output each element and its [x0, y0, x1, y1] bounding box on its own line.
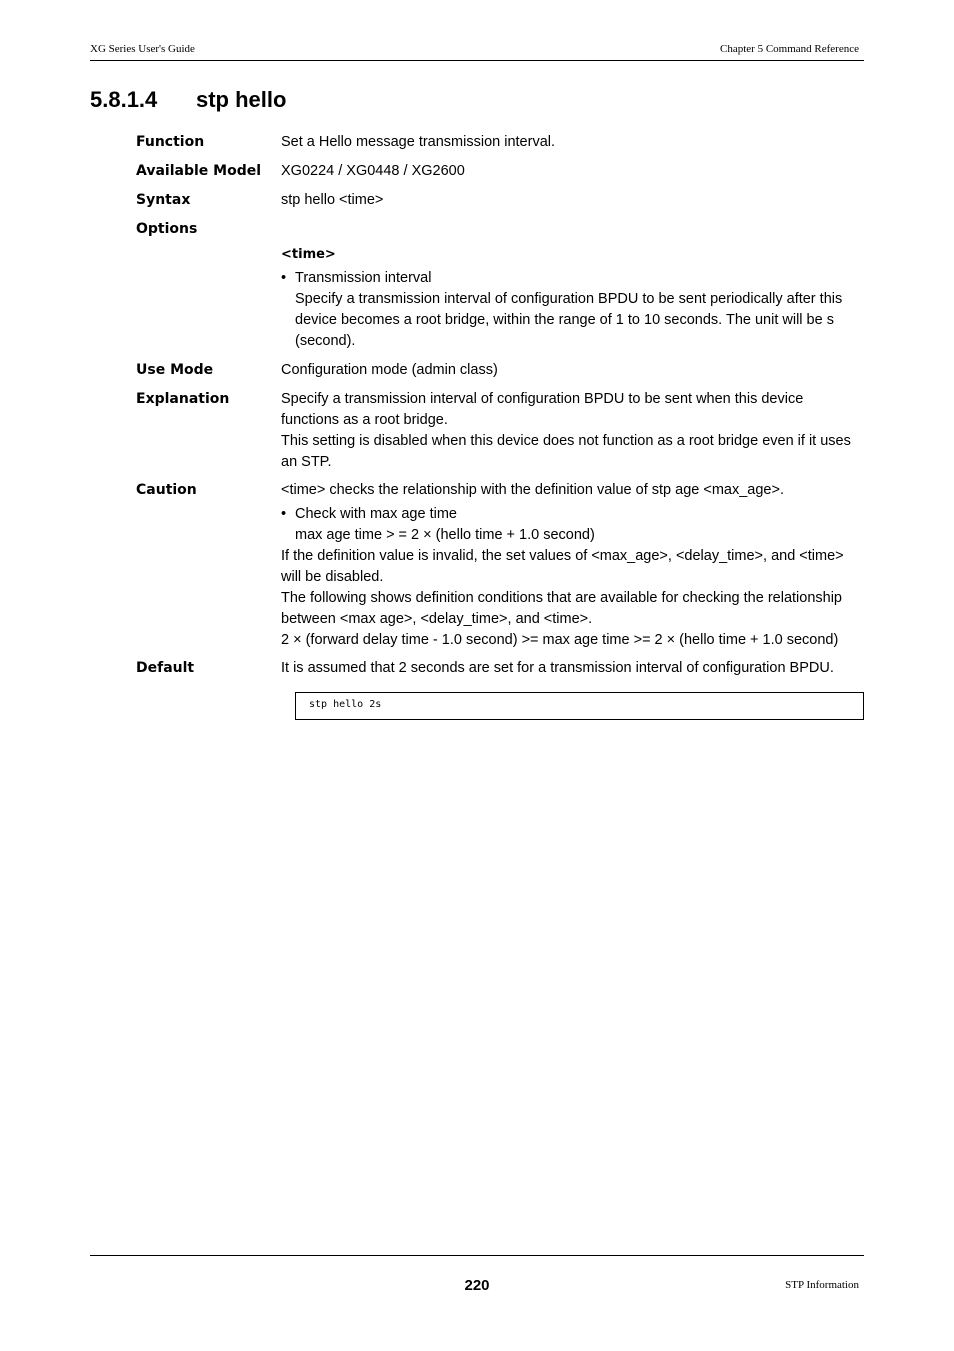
- caution-bullet-line: max age time > = 2 × (hello time + 1.0 second): [295, 527, 595, 543]
- options-label: Options: [136, 221, 198, 237]
- option-bullet-line: device becomes a root bridge, within the range of 1 to 10 seconds. The unit will be s: [295, 312, 834, 328]
- caution-bullet-title: Check with max age time: [295, 506, 457, 522]
- syntax-text: stp hello <time>: [281, 192, 384, 208]
- running-header-left: XG Series User's Guide: [90, 43, 195, 55]
- header-rule: [90, 60, 864, 61]
- option-bullet-line: Specify a transmission interval of configuration BPDU to be sent periodically after this: [295, 291, 843, 307]
- code-example-box: [295, 692, 864, 720]
- use-mode-text: Configuration mode (admin class): [281, 362, 498, 378]
- section-heading: [90, 86, 286, 114]
- caution-line: The following shows definition conditions that are available for checking the relationship: [281, 590, 842, 606]
- default-text: It is assumed that 2 seconds are set for a transmission interval of configuration BPDU.: [281, 660, 834, 676]
- bullet-dot: •: [281, 506, 287, 522]
- explanation-line: an STP.: [281, 454, 332, 470]
- function-text: Set a Hello message transmission interval.: [281, 134, 556, 150]
- function-label: Function: [136, 134, 205, 150]
- available-model-text: XG0224 / XG0448 / XG2600: [281, 163, 465, 179]
- caution-line: If the definition value is invalid, the set values of <max_age>, <delay_time>, and <time>: [281, 548, 844, 564]
- page-number: 220: [464, 1277, 490, 1294]
- explanation-text: [281, 389, 866, 473]
- explanation-label: Explanation: [136, 391, 230, 407]
- use-mode-label: Use Mode: [136, 362, 214, 378]
- running-footer-right: STP Information: [785, 1279, 859, 1291]
- explanation-line: Specify a transmission interval of configuration BPDU to be sent when this device: [281, 391, 804, 407]
- default-label: Default: [136, 660, 195, 676]
- option-bullet: [281, 268, 866, 352]
- caution-line: 2 × (forward delay time - 1.0 second) >= max age time >= 2 × (hello time + 1.0 second): [281, 632, 839, 648]
- caution-line: will be disabled.: [281, 569, 384, 585]
- caution-label: Caution: [136, 482, 197, 498]
- option-name: <time>: [281, 247, 336, 262]
- available-model-label: Available Model: [136, 163, 262, 179]
- explanation-line: functions as a root bridge.: [281, 412, 448, 428]
- code-example: stp hello 2s: [309, 699, 382, 710]
- footer-rule: [90, 1255, 864, 1256]
- caution-line: between <max age>, <delay_time>, and <time>.: [281, 611, 593, 627]
- caution-intro: <time> checks the relationship with the definition value of stp age <max_age>.: [281, 482, 784, 498]
- explanation-line: This setting is disabled when this device does not function as a root bridge even if it uses: [281, 433, 851, 449]
- running-header-right: Chapter 5 Command Reference: [720, 43, 859, 55]
- section-title: stp hello: [196, 87, 287, 112]
- option-bullet-line: (second).: [295, 333, 356, 349]
- caution-details: [281, 546, 866, 651]
- caution-bullet: [281, 504, 866, 546]
- syntax-label: Syntax: [136, 192, 191, 208]
- bullet-dot: •: [281, 270, 287, 286]
- option-bullet-title: Transmission interval: [295, 270, 432, 286]
- section-number: 5.8.1.4: [90, 87, 158, 112]
